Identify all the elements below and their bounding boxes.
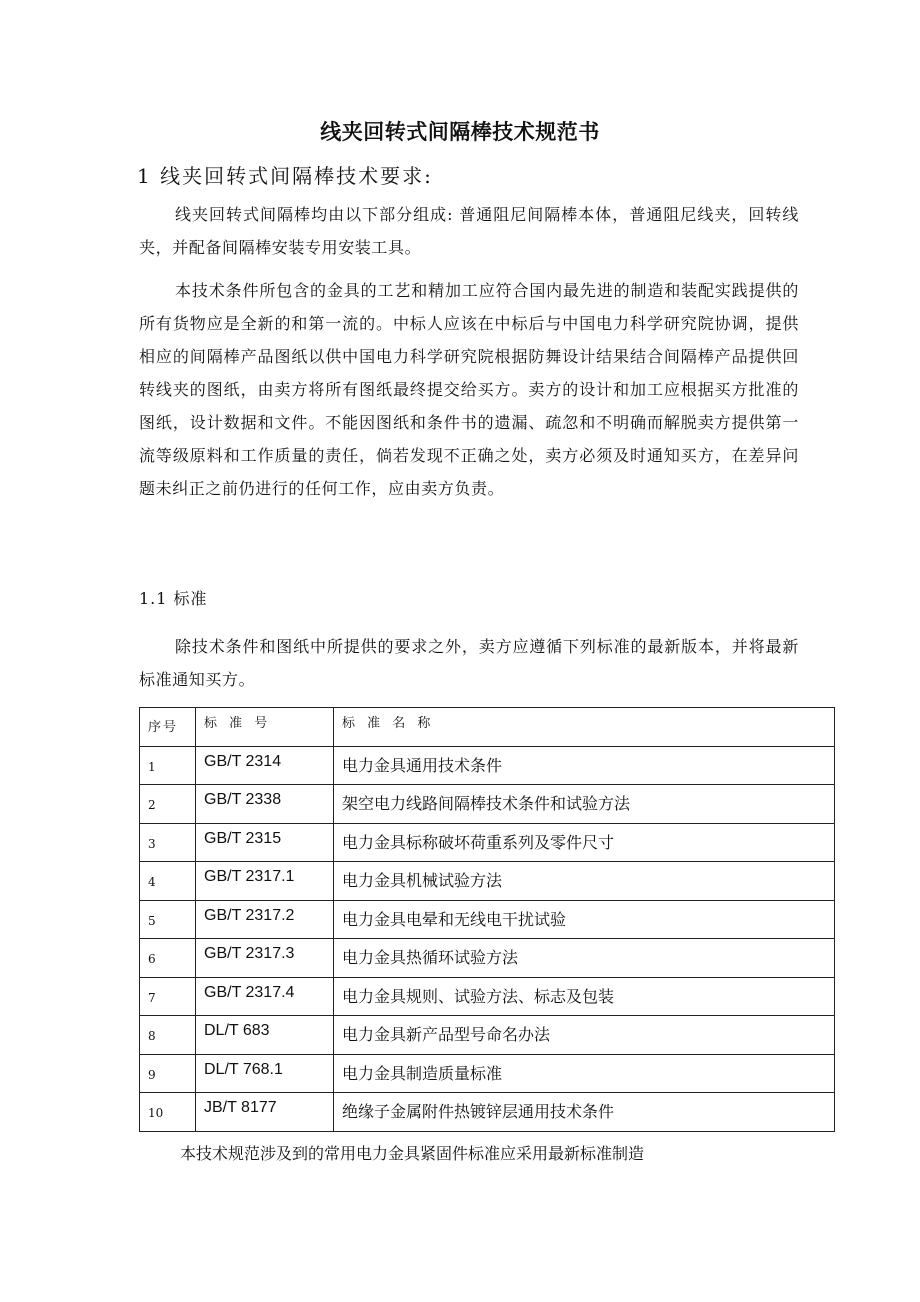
row-standard-code: GB/T 2338 [196,785,334,824]
row-standard-code: DL/T 768.1 [196,1054,334,1093]
row-index: 2 [140,785,196,824]
closing-statement: 本技术规范涉及到的常用电力金具紧固件标准应采用最新标准制造 [180,1144,645,1163]
row-standard-name: 电力金具规则、试验方法、标志及包装 [334,977,835,1016]
row-index: 1 [140,746,196,785]
header-index: 序号 [140,708,196,747]
row-standard-code: GB/T 2315 [196,823,334,862]
table-row [140,1054,835,1093]
row-index: 9 [140,1054,196,1093]
row-index: 4 [140,862,196,901]
table-row [140,746,835,785]
table-row [140,939,835,978]
section-1-heading: 1 线夹回转式间隔棒技术要求: [137,164,433,188]
paragraph-standards-intro: 除技术条件和图纸中所提供的要求之外，卖方应遵循下列标准的最新版本，并将最新标准通知买方。 [139,637,799,689]
row-standard-code: GB/T 2317.2 [196,900,334,939]
row-standard-code: GB/T 2317.4 [196,977,334,1016]
table-header-row [140,708,835,747]
row-standard-code: JB/T 8177 [196,1093,334,1132]
row-standard-name: 电力金具通用技术条件 [334,746,835,785]
table-row [140,862,835,901]
table-row [140,823,835,862]
row-standard-name: 电力金具新产品型号命名办法 [334,1016,835,1055]
row-standard-name: 电力金具电晕和无线电干扰试验 [334,900,835,939]
standards-table [139,707,835,1132]
row-index: 5 [140,900,196,939]
row-index: 6 [140,939,196,978]
row-standard-name: 电力金具制造质量标准 [334,1054,835,1093]
row-index: 7 [140,977,196,1016]
row-standard-name: 绝缘子金属附件热镀锌层通用技术条件 [334,1093,835,1132]
header-standard-name: 标 准 名 称 [334,708,835,747]
row-standard-name: 架空电力线路间隔棒技术条件和试验方法 [334,785,835,824]
table-row [140,1093,835,1132]
row-index: 3 [140,823,196,862]
table-row [140,977,835,1016]
row-standard-code: GB/T 2317.1 [196,862,334,901]
section-1-1-heading: 1.1 标准 [139,589,208,608]
row-standard-code: GB/T 2317.3 [196,939,334,978]
row-standard-name: 电力金具标称破坏荷重系列及零件尺寸 [334,823,835,862]
paragraph-requirements: 本技术条件所包含的金具的工艺和精加工应符合国内最先进的制造和装配实践提供的所有货物应是全新的和第一流的。中标人应该在中标后与中国电力科学研究院协调，提供相应的间隔棒产品图纸以供中国电力科学研究院根据防舞设计结果结合间隔棒产品提供回转线夹的图纸，由卖方将所有图纸最终提交给买方。卖方的设计和加工应根据买方批准的图纸，设计数据和文件。不能因图纸和条件书的遗漏、疏忽和不明确而解脱卖方提供第一流等级原料和工作质量的责任，倘若发现不正确之处，卖方必须及时通知买方，在差异问题未纠正之前仍进行的任何工作，应由卖方负责。 [139,281,799,498]
header-standard-code: 标 准 号 [196,708,334,747]
row-index: 8 [140,1016,196,1055]
table-row [140,900,835,939]
row-standard-name: 电力金具机械试验方法 [334,862,835,901]
row-standard-code: DL/T 683 [196,1016,334,1055]
paragraph-components: 线夹回转式间隔棒均由以下部分组成: 普通阻尼间隔棒本体，普通阻尼线夹，回转线夹，并配备间隔棒安装专用安装工具。 [139,205,799,257]
row-standard-name: 电力金具热循环试验方法 [334,939,835,978]
table-row [140,785,835,824]
document-title: 线夹回转式间隔棒技术规范书 [320,120,600,144]
row-standard-code: GB/T 2314 [196,746,334,785]
row-index: 10 [140,1093,196,1132]
table-row [140,1016,835,1055]
